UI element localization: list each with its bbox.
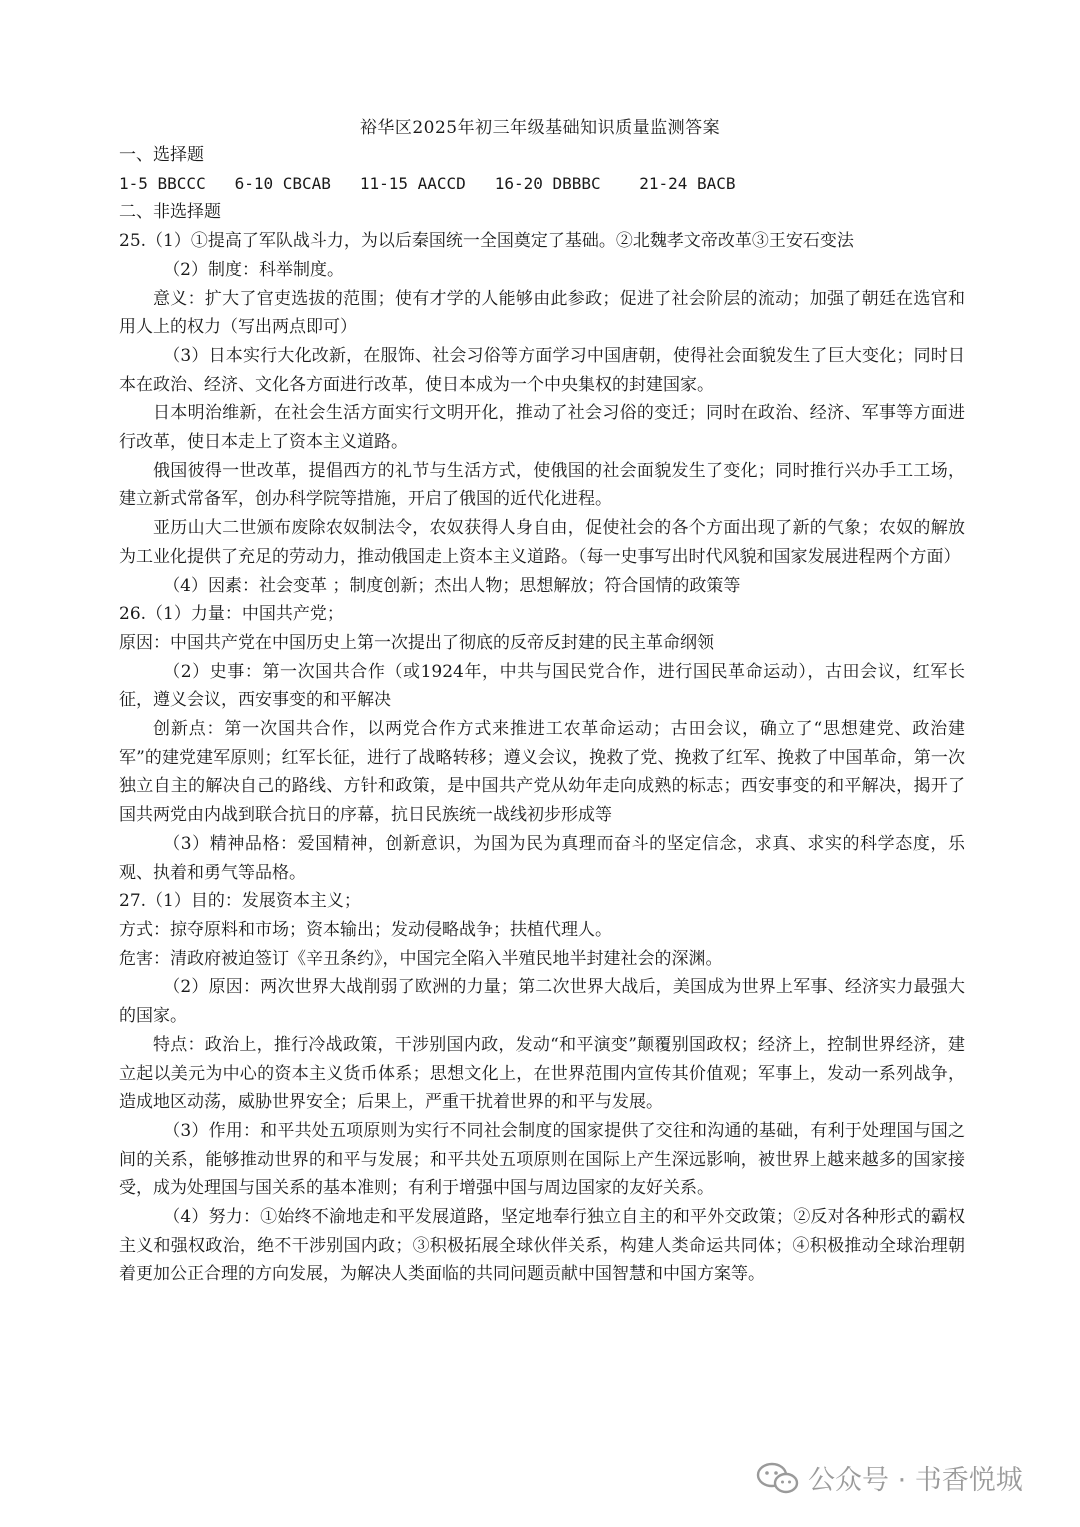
choice-answers	[119, 170, 965, 199]
answer-body	[119, 141, 965, 1289]
q26-innovation: 创新点：第一次国共合作，以两党合作方式来推进工农革命运动；古田会议，确立了“思想建党、政治建军”的建党建军原则；红军长征，进行了战略转移；遵义会议，挽救了党、挽救了红军、挽救了中国革命，第一次独立自主的解决自己的路线、方针和政策，是中国共产党从幼年走向成熟的标志；西安事变的和平解决，揭开了国共两党由内战到联合抗日的序幕，抗日民族统一战线初步形成等	[119, 719, 965, 826]
q25-part3: （3）日本实行大化改新，在服饰、社会习俗等方面学习中国唐朝，使得社会面貌发生了巨大变化；同时日本在政治、经济、文化各方面进行改革，使日本成为一个中央集权的封建国家。	[119, 345, 965, 395]
mc-group: 6-10 CBCAB	[234, 173, 331, 193]
q25-alexander: 亚历山大二世颁布废除农奴制法令，农奴获得人身自由，促使社会的各个方面出现了新的气象；农奴的解放为工业化提供了充足的劳动力，推动俄国走上资本主义道路。（每一史事写出时代风貌和国家发展进程两个方面）	[119, 518, 965, 567]
q25-part4: （4）因素：社会变革 ；制度创新；杰出人物；思想解放；符合国情的政策等	[163, 575, 741, 596]
q25-peter: 俄国彼得一世改革，提倡西方的礼节与生活方式，使俄国的社会面貌发生了变化；同时推行兴办手工工场，建立新式常备军，创办科学院等措施，开启了俄国的近代化进程。	[119, 460, 965, 510]
q27-part2: （2）原因：两次世界大战削弱了欧洲的力量；第二次世界大战后，美国成为世界上军事、经济实力最强大的国家。	[119, 977, 965, 1027]
mc-group: 1-5 BBCCC	[119, 173, 206, 193]
q26-part1: 26.（1）力量：中国共产党；	[119, 604, 344, 625]
watermark	[756, 1458, 1023, 1497]
q27-features: 特点：政治上，推行冷战政策，干涉别国内政，发动“和平演变”颠覆别国政权；经济上，控制世界经济，建立起以美元为中心的资本主义货币体系；思想文化上，在世界范围内宣传其价值观；军事上，发动一系列战争，造成地区动荡，威胁世界安全；后果上，严重干扰着世界的和平与发展。	[119, 1034, 965, 1113]
q25-part2: （2）制度：科举制度。	[163, 259, 345, 280]
q27-part3: （3）作用：和平共处五项原则为实行不同社会制度的国家提供了交往和沟通的基础，有利于处理国与国之间的关系，能够推动世界的和平与发展；和平共处五项原则在国际上产生深远影响，被世界上越来越多的国家接受，成为处理国与国关系的基本准则；有利于增强中国与周边国家的友好关系。	[119, 1120, 965, 1199]
mc-group: 11-15 AACCD	[359, 173, 466, 193]
q26-reason: 原因：中国共产党在中国历史上第一次提出了彻底的反帝反封建的民主革命纲领	[119, 632, 714, 653]
q25-meiji: 日本明治维新，在社会生活方面实行文明开化，推动了社会习俗的变迁；同时在政治、经济、军事等方面进行改革，使日本走上了资本主义道路。	[119, 403, 965, 453]
q27-part1: 27.（1）目的：发展资本主义；	[119, 891, 361, 912]
q25-significance: 意义：扩大了官吏选拔的范围；使有才学的人能够由此参政；促进了社会阶层的流动；加强了朝廷在选官和用人上的权力（写出两点即可）	[119, 288, 965, 338]
page-title: 裕华区2025年初三年级基础知识质量监测答案	[359, 118, 721, 138]
mc-group: 16-20 DBBBC	[494, 173, 601, 193]
mc-group: 21-24 BACB	[639, 173, 736, 193]
watermark-text: 公众号 · 书香悦城	[808, 1465, 1023, 1496]
q26-part2: （2）史事：第一次国共合作（或1924年，中共与国民党合作，进行国民革命运动），古田会议，红军长征，遵义会议，西安事变的和平解决	[119, 661, 965, 711]
section-heading-choice: 一、选择题	[119, 145, 204, 165]
q27-part4: （4）努力：①始终不渝地走和平发展道路，坚定地奉行独立自主的和平外交政策；②反对各种形式的霸权主义和强权政治，绝不干涉别国内政；③积极拓展全球伙伴关系，构建人类命运共同体；④积极推动全球治理朝着更加公正合理的方向发展，为解决人类面临的共同问题贡献中国智慧和中国方案等。	[119, 1207, 965, 1285]
q27-harm: 危害：清政府被迫签订《辛丑条约》，中国完全陷入半殖民地半封建社会的深渊。	[119, 948, 723, 969]
q27-method: 方式：掠夺原料和市场；资本输出；发动侵略战争；扶植代理人。	[119, 919, 612, 940]
q26-part3: （3）精神品格：爱国精神，创新意识，为国为民为真理而奋斗的坚定信念，求真、求实的科学态度，乐观、执着和勇气等品格。	[119, 833, 965, 883]
section-heading-nonchoice: 二、非选择题	[119, 202, 221, 223]
wechat-icon	[756, 1462, 800, 1494]
q25-part1: 25.（1）①提高了军队战斗力，为以后秦国统一全国奠定了基础。②北魏孝文帝改革③王安石变法	[119, 231, 854, 252]
